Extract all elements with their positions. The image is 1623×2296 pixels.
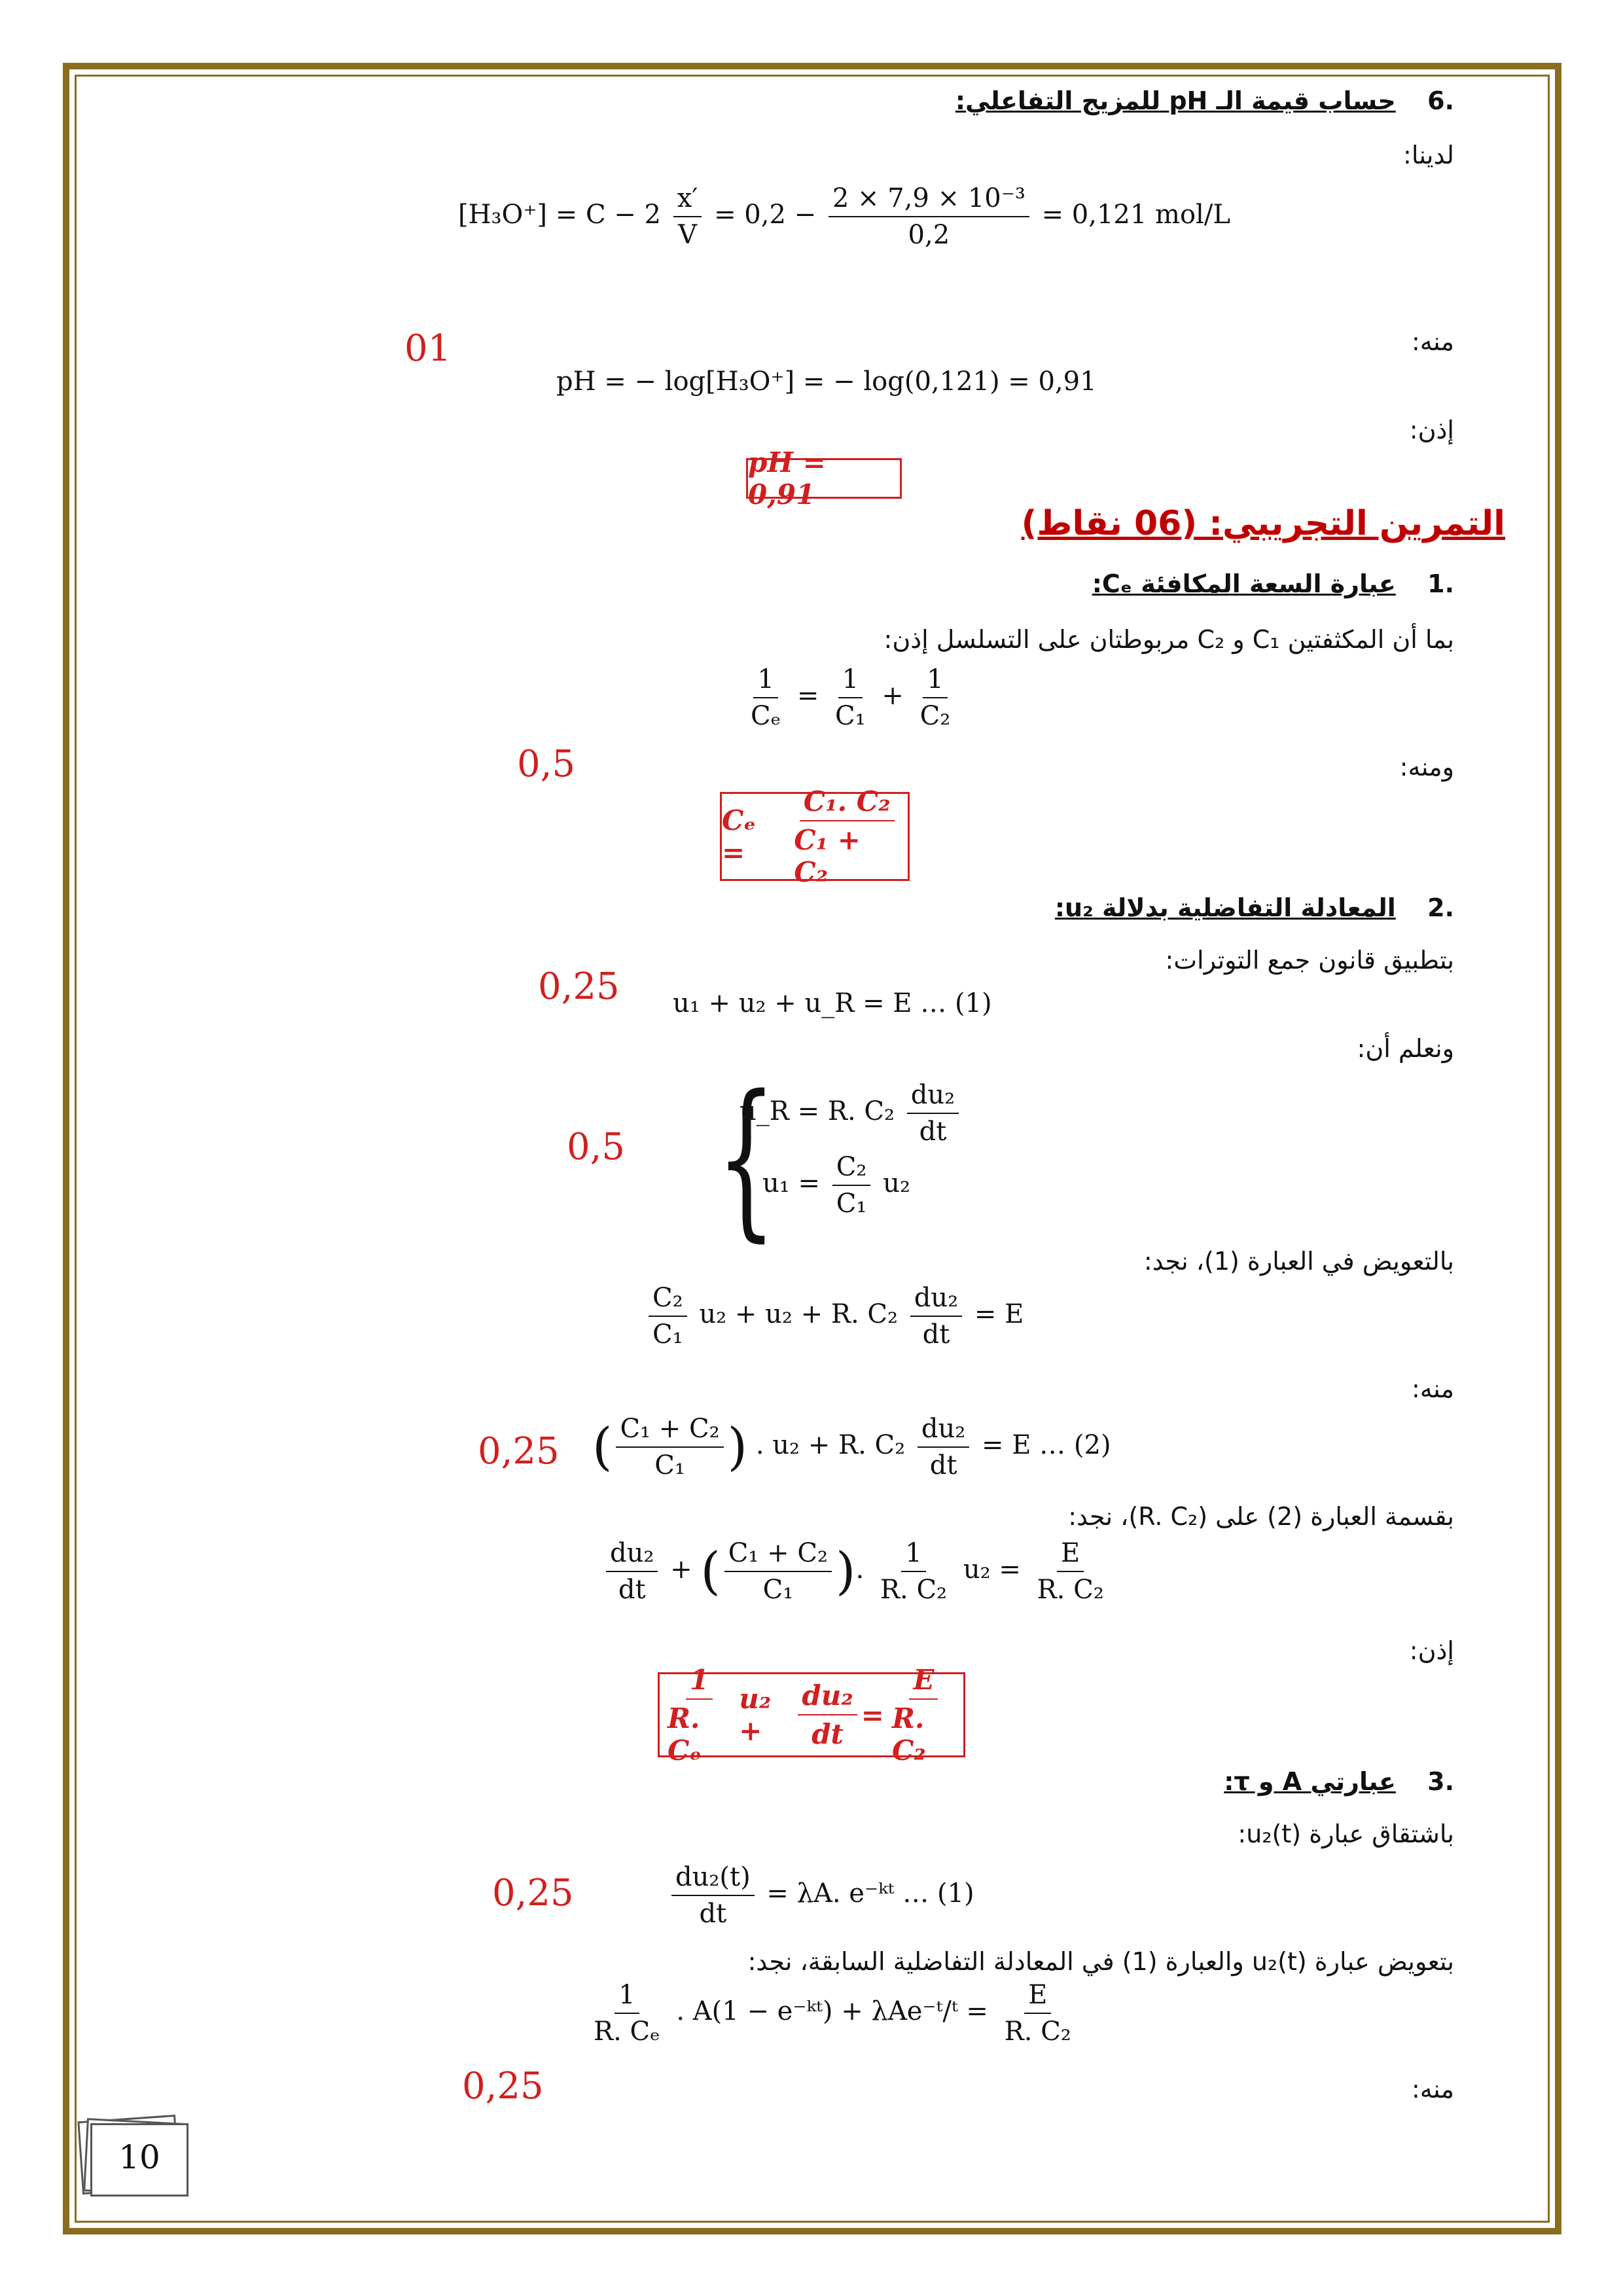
part-1-intro: بما أن المكثفتين C₁ و C₂ مربوطتان على التسلسل إذن:: [883, 625, 1454, 654]
ph-equation: pH = − log[H₃O⁺] = − log(0,121) = 0,91: [556, 367, 1097, 397]
score-part-3-a: 0,25: [492, 1872, 574, 1914]
ce-result-box: Cₑ = $\frac{\text{C₁. C₂}}{\text{C₁ + C₂}}$: [720, 792, 910, 881]
section-6-intro: لدينا:: [1403, 141, 1454, 170]
score-part-2-b: 0,5: [567, 1126, 626, 1168]
score-01: 01: [404, 327, 452, 370]
part-1-thus: ومنه:: [1399, 753, 1454, 781]
part-3-thus: منه:: [1412, 2075, 1454, 2104]
part-2-thus: منه:: [1412, 1374, 1454, 1403]
part-1-heading: .1 عبارة السعة المكافئة Cₑ:: [1092, 569, 1454, 598]
system-brace: {: [717, 1060, 776, 1257]
score-part-2-a: 0,25: [538, 965, 620, 1008]
page-number-badge: [80, 2118, 192, 2198]
series-capacitance-equation: $\frac{1}{\text{Cₑ}}$ = $\frac{1}{\text{C₁}}$ + $\frac{1}{\text{C₂}}$: [751, 664, 951, 731]
substituted-equation: $\frac{\text{C₂}}{\text{C₁}}$ u₂ + u₂ + R. C₂ $\frac{\text{du₂}}{dt}$ = E: [645, 1283, 1024, 1350]
divided-equation: $\frac{\text{du₂}}{dt}$ + ( $\frac{\text{C₁ + C₂}}{\text{C₁}}$ ). $\frac{1}{\text{R. C₂}}$ u₂ = $\frac{E}{\text{R. C₂}}$: [602, 1538, 1112, 1605]
system-line-2: u₁ = $\frac{\text{C₂}}{\text{C₁}}$ u₂: [762, 1152, 910, 1219]
part-2-intro: بتطبيق قانون جمع التوترات:: [1165, 946, 1454, 975]
score-part-1: 0,5: [517, 743, 576, 785]
score-part-3-b: 0,25: [462, 2065, 544, 2108]
ph-result-box: pH = 0,91: [746, 458, 902, 499]
concentration-equation: [H₃O⁺] = C − 2 $\frac{x'}{V}$ = 0,2 − $\frac{\text{2 × 7,9 × 10⁻³}}{0,2}$ = 0,121 mol/L: [458, 183, 1230, 250]
section-6-thus: منه:: [1412, 327, 1454, 356]
equation-2: ( $\frac{\text{C₁ + C₂}}{\text{C₁}}$ ) . u₂ + R. C₂ $\frac{\text{du₂}}{dt}$ = E … (2): [592, 1414, 1111, 1480]
section-6-heading: .6 حساب قيمة الـ pH للمزيج التفاعلي:: [955, 86, 1454, 115]
part-3-heading: .3 عبارتي A و τ:: [1224, 1767, 1454, 1796]
derivative-equation: $\frac{\text{du₂(t)}}{dt}$ = λA. e⁻ᵏᵗ … (1): [668, 1862, 974, 1929]
differential-equation-box: $\frac{1}{\text{R. Cₑ}}$ u₂ + $\frac{\text{du₂}}{dt}$ = $\frac{E}{\text{R. C₂}}$: [658, 1672, 965, 1757]
substituted-differential-equation: $\frac{1}{\text{R. Cₑ}}$ . A(1 − e⁻ᵏᵗ) + λAe⁻ᵗ/ᵗ = $\frac{E}{\text{R. C₂}}$: [594, 1980, 1071, 2047]
section-6-therefore: إذن:: [1409, 416, 1454, 444]
part-2-subst: بالتعويض في العبارة (1)، نجد:: [1143, 1247, 1454, 1276]
score-part-2-c: 0,25: [478, 1430, 560, 1473]
part-3-subst: بتعويض عبارة u₂(t) والعبارة (1) في المعادلة التفاضلية السابقة، نجد:: [747, 1947, 1454, 1976]
system-line-1: u_R = R. C₂ $\frac{\text{du₂}}{dt}$: [740, 1080, 963, 1147]
part-2-therefore: إذن:: [1409, 1636, 1454, 1665]
voltage-sum-equation: u₁ + u₂ + u_R = E … (1): [673, 988, 992, 1018]
page-number: 10: [118, 2138, 160, 2176]
part-2-heading: .2 المعادلة التفاضلية بدلالة u₂:: [1054, 893, 1454, 922]
exercise-title: التمرين التجريبي: (06 نقاط): [1021, 504, 1505, 543]
part-2-divide: بقسمة العبارة (2) على (R. C₂)، نجد:: [1068, 1502, 1454, 1531]
part-3-intro: باشتقاق عبارة u₂(t):: [1238, 1820, 1454, 1848]
part-2-weknow: ونعلم أن:: [1357, 1034, 1454, 1063]
